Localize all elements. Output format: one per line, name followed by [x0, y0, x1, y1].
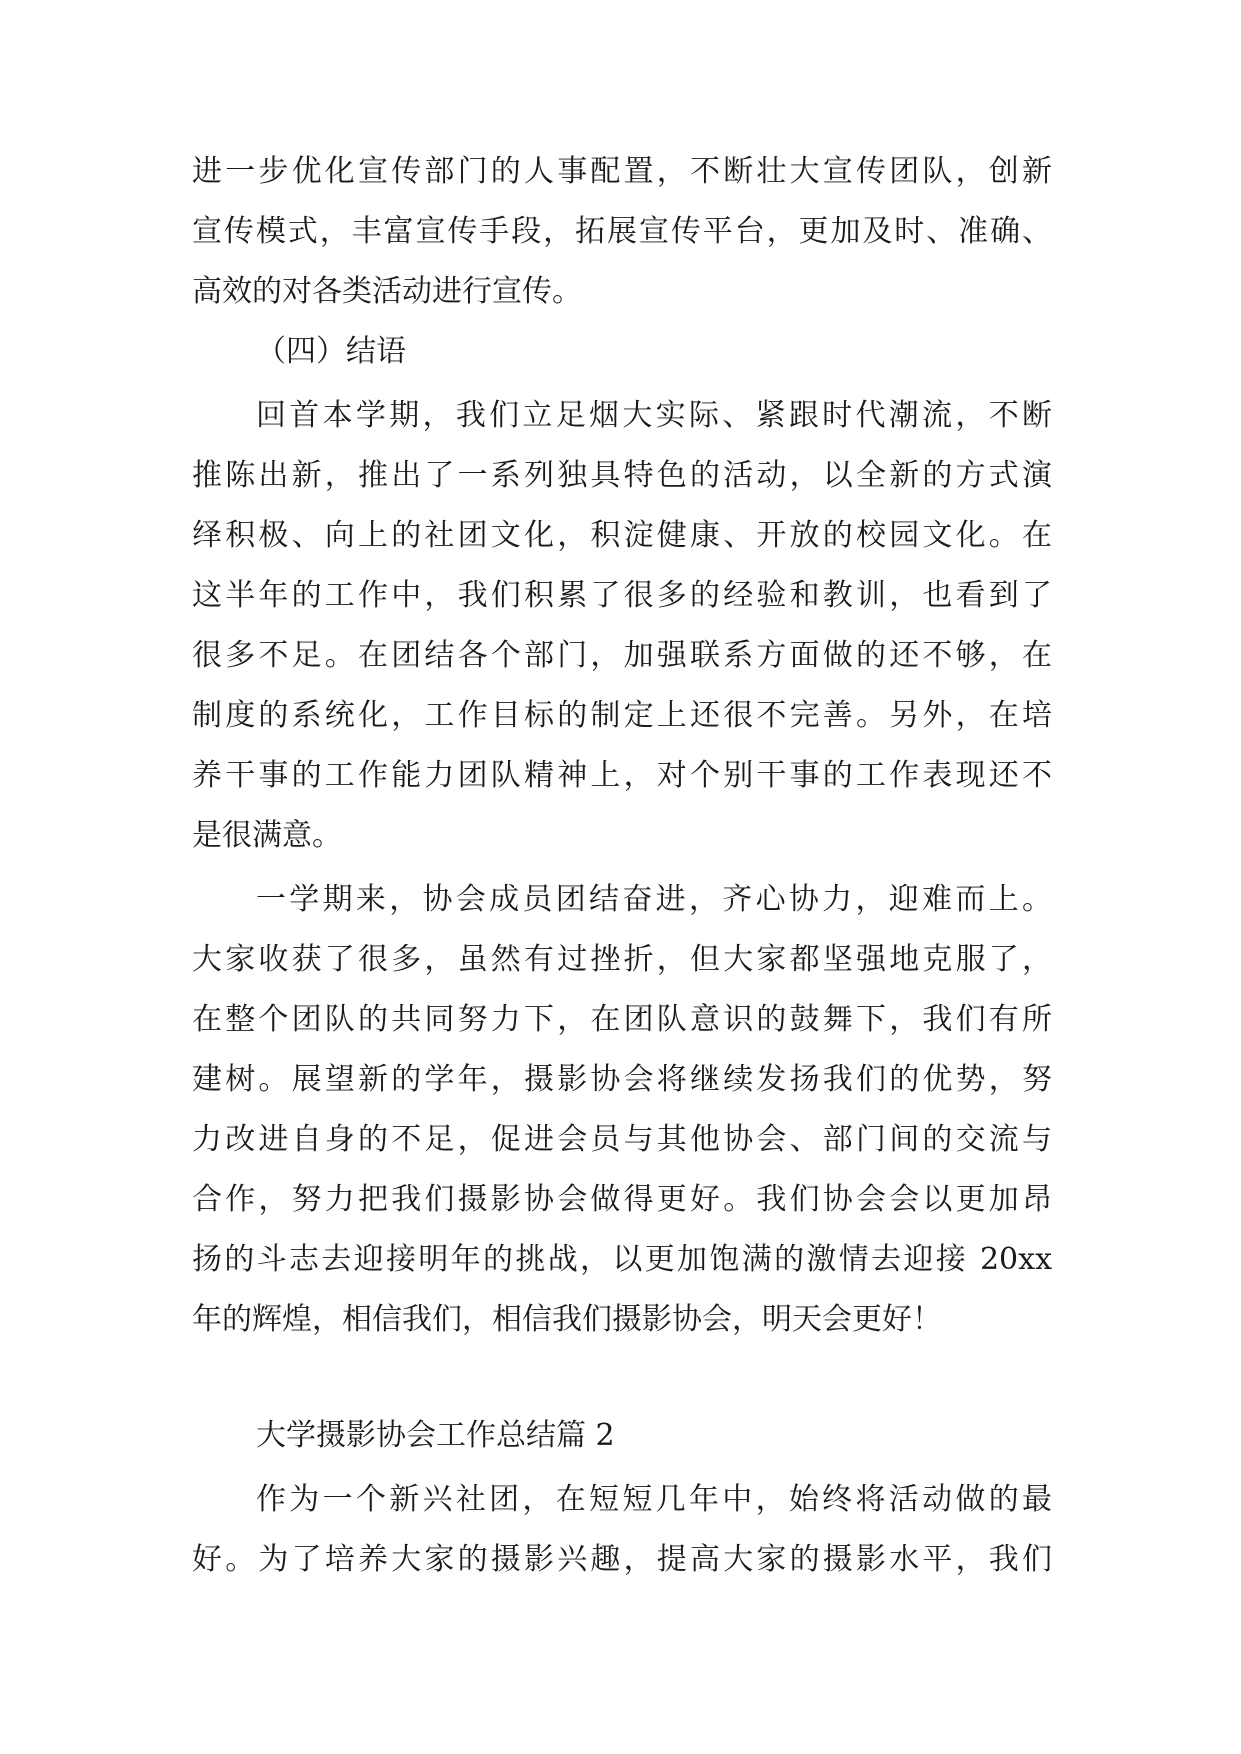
section-heading: （四）结语 — [256, 334, 406, 369]
paragraph-line: 作为一个新兴社团，在短短几年中，始终将活动做的最 — [256, 1482, 1052, 1517]
paragraph-line: 一学期来，协会成员团结奋进，齐心协力，迎难而上。 — [256, 882, 1052, 917]
paragraph-line: 建树。展望新的学年，摄影协会将继续发扬我们的优势，努 — [192, 1062, 1052, 1097]
paragraph-line: 在整个团队的共同努力下，在团队意识的鼓舞下，我们有所 — [192, 1002, 1052, 1037]
paragraph-line: 扬的斗志去迎接明年的挑战，以更加饱满的激情去迎接 20xx — [192, 1242, 1052, 1277]
paragraph-line: 好。为了培养大家的摄影兴趣，提高大家的摄影水平，我们 — [192, 1542, 1052, 1577]
paragraph-line: 很多不足。在团结各个部门，加强联系方面做的还不够，在 — [192, 638, 1052, 673]
paragraph-line: 回首本学期，我们立足烟大实际、紧跟时代潮流，不断 — [256, 398, 1052, 433]
paragraph-line: 进一步优化宣传部门的人事配置，不断壮大宣传团队，创新 — [192, 154, 1052, 189]
paragraph-line: 养干事的工作能力团队精神上，对个别干事的工作表现还不 — [192, 758, 1052, 793]
paragraph-line: 高效的对各类活动进行宣传。 — [192, 274, 582, 309]
paragraph-line: 年的辉煌，相信我们，相信我们摄影协会，明天会更好！ — [192, 1302, 942, 1337]
section-title: 大学摄影协会工作总结篇 2 — [256, 1418, 615, 1453]
paragraph-line: 是很满意。 — [192, 818, 342, 853]
paragraph-line: 宣传模式，丰富宣传手段，拓展宣传平台，更加及时、准确、 — [192, 214, 1052, 249]
paragraph-line: 绎积极、向上的社团文化，积淀健康、开放的校园文化。在 — [192, 518, 1052, 553]
paragraph-line: 合作，努力把我们摄影协会做得更好。我们协会会以更加昂 — [192, 1182, 1052, 1217]
paragraph-line: 推陈出新，推出了一系列独具特色的活动，以全新的方式演 — [192, 458, 1052, 493]
paragraph-line: 这半年的工作中，我们积累了很多的经验和教训，也看到了 — [192, 578, 1052, 613]
paragraph-line: 制度的系统化，工作目标的制定上还很不完善。另外，在培 — [192, 698, 1052, 733]
paragraph-line: 力改进自身的不足，促进会员与其他协会、部门间的交流与 — [192, 1122, 1052, 1157]
paragraph-line: 大家收获了很多，虽然有过挫折，但大家都坚强地克服了， — [192, 942, 1052, 977]
